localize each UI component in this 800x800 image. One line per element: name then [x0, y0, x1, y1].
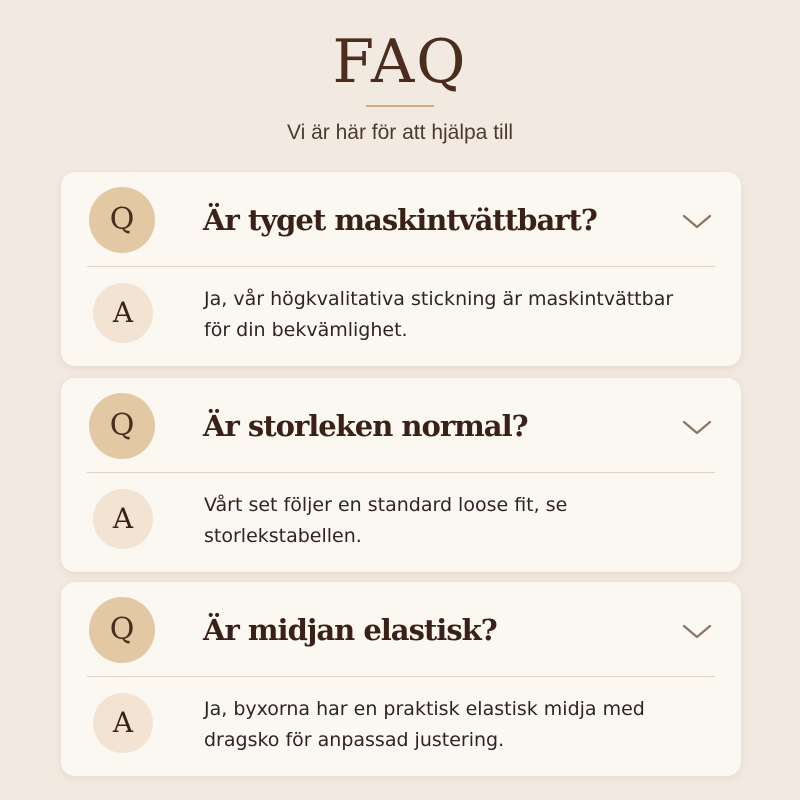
answer-badge: A [93, 489, 153, 549]
faq-answer-3: Ja, byxorna har en praktisk elastisk midja med dragsko för anpassad justering. [204, 698, 645, 751]
chevron-down-icon[interactable] [677, 618, 717, 644]
faq-divider [87, 266, 715, 267]
faq-answer-2: Vårt set följer en standard loose fit, se storlekstabellen. [204, 494, 568, 547]
answer-badge: A [93, 693, 153, 753]
faq-item-3[interactable] [61, 582, 741, 776]
faq-item-1[interactable] [61, 172, 741, 366]
faq-question-1[interactable]: Är tyget maskintvättbart? [203, 203, 597, 237]
title-underline-divider [366, 105, 434, 107]
question-badge: Q [89, 393, 155, 459]
page-subtitle: Vi är här för att hjälpa till [286, 121, 514, 144]
faq-question-2[interactable]: Är storleken normal? [203, 409, 528, 443]
faq-item-2[interactable] [61, 378, 741, 572]
chevron-down-icon[interactable] [677, 208, 717, 234]
faq-answer-1: Ja, vår högkvalitativa stickning är maskintvättbar för din bekvämlighet. [204, 288, 674, 341]
question-badge: Q [89, 187, 155, 253]
question-badge: Q [89, 597, 155, 663]
faq-question-3[interactable]: Är midjan elastisk? [203, 613, 497, 647]
faq-divider [87, 472, 715, 473]
faq-divider [87, 676, 715, 677]
answer-badge: A [93, 283, 153, 343]
chevron-down-icon[interactable] [677, 414, 717, 440]
page-title: FAQ [332, 27, 468, 97]
